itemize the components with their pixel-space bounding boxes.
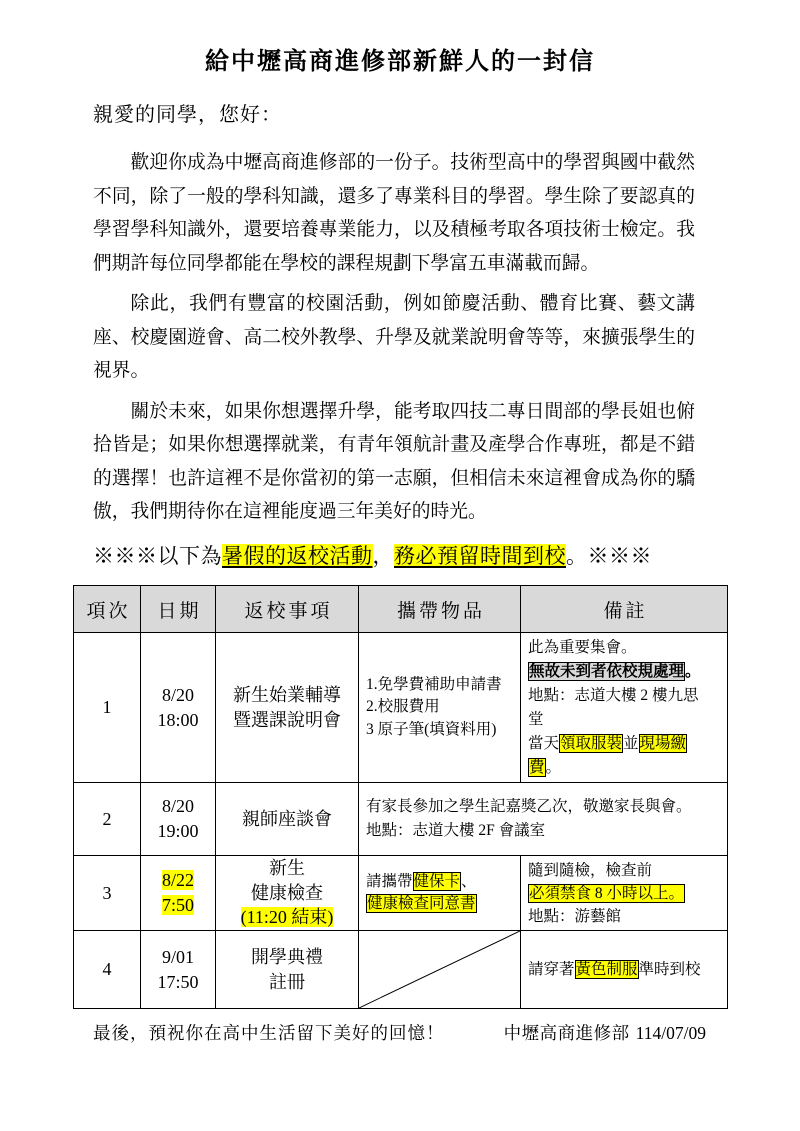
header-date: 日期 xyxy=(141,586,216,633)
cell-date xyxy=(141,633,216,783)
remark-part: 準時到校 xyxy=(638,960,701,978)
item-line: 2.校服費用 xyxy=(366,698,440,716)
signature-date: 114/07/09 xyxy=(635,1023,706,1043)
remark-highlight-pay-on-site: 現場繳費 xyxy=(529,734,687,776)
item-consent-form: 健康檢查同意書 xyxy=(367,895,476,912)
remark-part: 請穿著 xyxy=(528,960,575,978)
event-line: 健康檢查 xyxy=(251,882,323,903)
cell-event xyxy=(216,783,359,856)
item-line xyxy=(366,893,520,916)
cell-remarks xyxy=(521,633,728,783)
remark-warning-line xyxy=(528,660,708,684)
signature-org: 中壢高商進修部 xyxy=(503,1023,630,1043)
paragraph-welcome: 歡迎你成為中壢高商進修部的一份子。技術型高中的學習與國中截然不同，除了一般的學科知識，還多了專業科目的學習。學生除了要認真的學習學科知識外，還要培養專業能力，以及積極考取各項技術士檢定。我們期許每位同學都能在學校的課程規劃下學富五車滿載而歸。 xyxy=(93,152,695,274)
remark-warning-end: 。 xyxy=(685,662,701,680)
remark-uniform-part: 並 xyxy=(623,734,639,752)
event-line: 暨選課說明會 xyxy=(233,709,341,730)
item-no: 3 xyxy=(102,882,112,903)
event-line: 新生 xyxy=(269,858,305,879)
date: 8/20 xyxy=(161,796,194,816)
paragraph-activities: 除此，我們有豐富的校園活動，例如節慶活動、體育比賽、藝文講座、校慶園遊會、高二校外教學、升學及就業說明會等等，來擴張學生的視界。 xyxy=(93,293,695,381)
table-row xyxy=(74,931,728,1009)
notice-part-3: 。※※※ xyxy=(566,544,652,568)
event-line: 新生始業輔導 xyxy=(233,685,341,705)
cell-item-no xyxy=(74,931,141,1009)
event-line: 註冊 xyxy=(269,971,305,992)
notice-part-1: ※※※以下為 xyxy=(93,544,222,568)
cell-remarks xyxy=(521,856,728,931)
item-no: 1 xyxy=(102,697,112,717)
date: 9/01 xyxy=(161,946,194,967)
cell-item-no xyxy=(74,856,141,931)
event-end-time: (11:20 結束) xyxy=(240,907,334,928)
remark-location: 地點：游藝館 xyxy=(528,907,622,925)
item-no: 4 xyxy=(102,959,112,979)
table-header-row xyxy=(74,586,728,633)
cell-date xyxy=(141,783,216,856)
cell-event xyxy=(216,931,359,1009)
cell-event xyxy=(216,633,359,783)
remark-highlight-collect-uniform: 領取服裝 xyxy=(560,734,623,752)
item-separator: 、 xyxy=(461,872,477,890)
header-remarks: 備註 xyxy=(521,586,728,633)
remark-note: 有家長參加之學生記嘉獎乙次，敬邀家長與會。 xyxy=(366,798,692,815)
remark-note: 此為重要集會。 xyxy=(528,638,637,656)
greeting: 親愛的同學，您好： xyxy=(93,104,282,126)
notice-highlight-summer-activities: 暑假的返校活動 xyxy=(222,544,373,568)
letter-title: 給中壢高商進修部新鮮人的一封信 xyxy=(205,49,595,75)
cell-items xyxy=(359,856,521,931)
cell-remarks xyxy=(521,931,728,1009)
closing-line: 最後，預祝你在高中生活留下美好的回憶！ xyxy=(93,1023,445,1043)
item-health-insurance-card: 健保卡 xyxy=(413,872,461,890)
time-line xyxy=(141,893,215,918)
remark-highlight-yellow-uniform: 黃色制服 xyxy=(575,960,638,978)
time: 7:50 xyxy=(161,895,194,915)
header-item-no: 項次 xyxy=(74,586,141,633)
item-prefix: 請攜帶 xyxy=(366,872,413,890)
remark-note: 隨到隨檢，檢查前 xyxy=(528,861,653,879)
remark-uniform-line xyxy=(528,958,708,982)
table-row xyxy=(74,856,728,931)
notice-part-2: ， xyxy=(372,544,394,568)
item-line: 3 原子筆(填資料用) xyxy=(366,720,497,738)
header-event: 返校事項 xyxy=(216,586,359,633)
remark-uniform-part: 。 xyxy=(545,758,562,776)
letter-body xyxy=(93,146,695,536)
cell-merged-remarks xyxy=(359,783,728,856)
event-line: 親師座談會 xyxy=(242,808,332,829)
event-line: 開學典禮 xyxy=(251,947,323,967)
time: 18:00 xyxy=(157,709,199,730)
cell-date xyxy=(141,856,216,931)
remark-fasting: 必須禁食 8 小時以上。 xyxy=(529,884,685,902)
date: 8/22 xyxy=(161,870,194,890)
table-row xyxy=(74,783,728,856)
time: 17:50 xyxy=(157,971,199,992)
remark-location: 地點：志道大樓 2F 會議室 xyxy=(366,822,546,839)
item-line: 1.免學費補助申請書 xyxy=(366,675,502,693)
notice-highlight-must-attend: 務必預留時間到校 xyxy=(394,544,566,568)
signature xyxy=(504,1020,706,1046)
event-end-time-line xyxy=(216,905,358,930)
item-no: 2 xyxy=(102,808,112,829)
date-line xyxy=(141,868,215,893)
time: 19:00 xyxy=(157,821,199,841)
remark-uniform-line xyxy=(528,732,708,780)
cell-date xyxy=(141,931,216,1009)
header-items: 攜帶物品 xyxy=(359,586,521,633)
remark-warning: 無故未到者依校規處理 xyxy=(529,662,685,680)
diagonal-slash xyxy=(359,931,520,1008)
cell-item-no xyxy=(74,633,141,783)
item-line xyxy=(366,871,520,894)
cell-event xyxy=(216,856,359,931)
date: 8/20 xyxy=(161,684,194,705)
remark-location: 地點：志道大樓 2 樓九思堂 xyxy=(528,686,699,728)
table-row xyxy=(74,633,728,783)
notice-line xyxy=(93,540,652,572)
remark-uniform-part: 當天 xyxy=(528,734,560,752)
paragraph-future: 關於未來，如果你想選擇升學，能考取四技二專日間部的學長姐也俯拾皆是；如果你想選擇就業，有青年領航計畫及產學合作專班，都是不錯的選擇！也許這裡不是你當初的第一志願，但相信未來這裡會成為你的驕傲，我們期待你在這裡能度過三年美好的時光。 xyxy=(93,400,695,522)
remark-fasting-line xyxy=(528,882,708,905)
cell-item-no xyxy=(74,783,141,856)
cell-items-empty xyxy=(359,931,521,1009)
cell-items xyxy=(359,633,521,783)
schedule-table xyxy=(73,585,728,1009)
